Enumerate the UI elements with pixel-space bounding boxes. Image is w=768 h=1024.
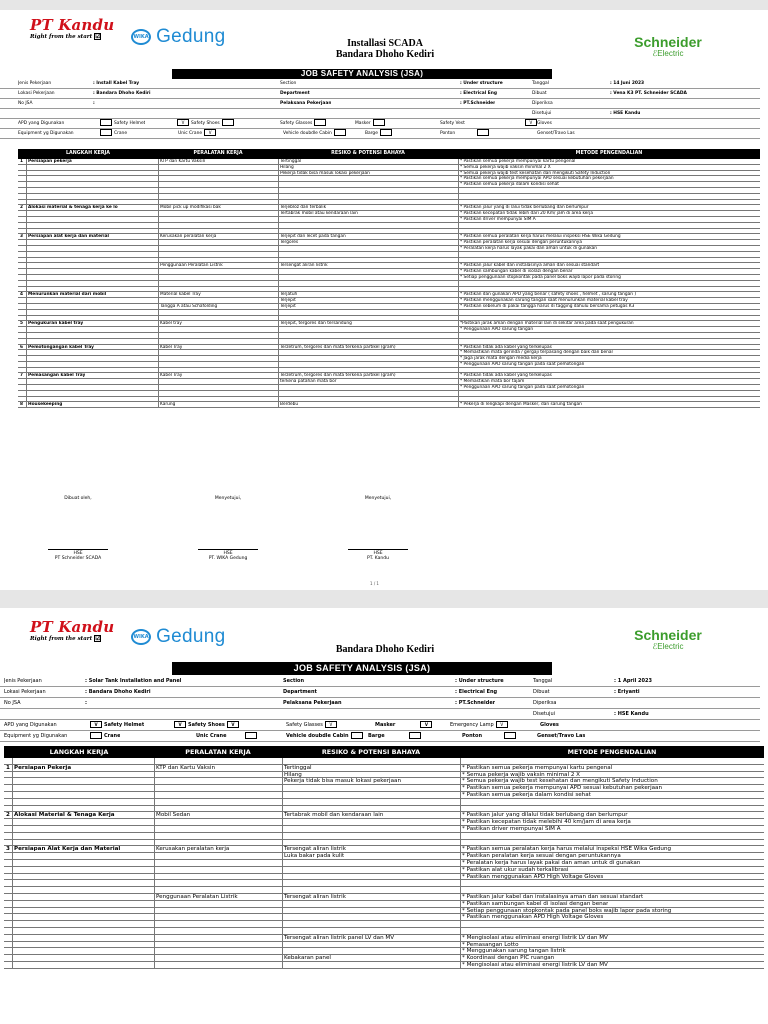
jsa-title-band: [22, 662, 760, 675]
control-cell: * Semua pekerja wajib vaksin minimal 2 X: [462, 771, 580, 778]
table-row: [4, 799, 764, 806]
risk-cell: Pekerja tidak bisa masuk lokasi pekerjaan: [284, 778, 401, 785]
table-body: [18, 159, 760, 408]
table-row: [4, 792, 764, 799]
control-cell: * Pastikan jalur kabel dan instalasinya aman dan sesuai standart: [460, 263, 600, 269]
column-divider: [278, 159, 279, 408]
control-cell: * Pastikan semua peralatan kerja harus melalui inspeksi HSE Wika Gedung: [460, 234, 621, 240]
control-cell: * Memastikan mata gerinda / gergaji terpasang dengan baik dan benar: [460, 350, 614, 356]
step-number: 3: [6, 846, 10, 853]
control-cell: * Pastikan semua pekerja dalam kondisi sehat: [462, 791, 591, 798]
control-cell: * Pastikan jalur yang dilalui tidak berlubang dan berlumpur: [462, 812, 628, 819]
control-cell: * Pastikan semua pekerja mempunyai APD sesuai kebutuhan pekerjaan: [462, 785, 663, 792]
column-divider: [26, 159, 27, 408]
control-cell: * Pastikan semua pekerja mempunyai kartu pengenal: [462, 764, 613, 771]
column-divider: [12, 758, 13, 969]
checkbox[interactable]: V: [174, 721, 186, 728]
document-title: Installasi SCADA Bandara Dhoho Kediri: [335, 38, 435, 60]
table-row: [4, 812, 764, 819]
signature-block: [18, 496, 760, 576]
kandu-logo: [30, 618, 115, 642]
control-cell: * Jaga jarak mata dengan media kerja: [460, 356, 542, 362]
signature-wika: Menyetujui, HSE PT. WIKA Gedung: [168, 496, 288, 561]
jsa-title: JOB SAFETY ANALYSIS (JSA): [172, 69, 552, 79]
risk-cell: Tergores: [280, 240, 299, 246]
control-cell: * Pastikan menggunakan APD High Voltage Gloves: [462, 914, 604, 921]
jsa-title: JOB SAFETY ANALYSIS (JSA): [172, 662, 552, 675]
table-row: [4, 935, 764, 942]
checkbox[interactable]: V: [177, 119, 189, 126]
checkbox[interactable]: [100, 119, 112, 126]
table-row: [4, 826, 764, 833]
risk-cell: Luka bakar pada kulit: [284, 853, 345, 860]
step-cell: Alokasi Material & Tenaga Kerja: [14, 812, 115, 819]
table-row: [4, 833, 764, 840]
control-cell: * Mengisolasi atau eliminasi energi listrik LV dan MV: [462, 934, 608, 941]
table-row: [4, 853, 764, 860]
checkbox[interactable]: [222, 119, 234, 126]
table-row: [4, 942, 764, 949]
step-number: 2: [6, 812, 10, 819]
checkbox[interactable]: [90, 732, 102, 739]
info-row: Disetujui : HSE Kandu: [0, 109, 760, 119]
page-number: 1 / 1: [370, 581, 379, 586]
control-cell: * Pastikan jalur yang di lalui tidak berlubang dan berlumpur: [460, 205, 589, 211]
table-row: [4, 819, 764, 826]
leaf-icon: ℰ: [652, 642, 658, 651]
schneider-logo: Schneider ℰElectric: [634, 627, 702, 651]
risk-cell: Tersengat aliran listrik: [284, 846, 346, 853]
step-number: 8: [20, 402, 23, 408]
checkbox[interactable]: V: [204, 129, 216, 136]
risk-cell: terkena patahan mata bor: [280, 379, 337, 385]
risk-cell: Hilang: [280, 164, 294, 170]
risk-cell: Terjebloz dan terbalik: [280, 205, 327, 211]
step-number: 1: [6, 764, 10, 771]
control-cell: * Pastikan semua pekerja mempunyai kartu pengenal: [460, 159, 576, 164]
step-cell: Persiapan Pekerja: [14, 764, 72, 771]
kandu-tagline: Right from the start ☑: [30, 635, 101, 642]
step-number: 5: [20, 321, 23, 327]
control-cell: * Pastikan driver mempunyai SIM A: [462, 825, 561, 832]
info-row: No JSA : Pelaksana Pekerjaan : PT.Schneider Diperiksa: [0, 99, 760, 109]
checkbox[interactable]: [351, 732, 363, 739]
ppe-row: APD yang Digunakan V Safety Helmet V Safety Shoes V Safety Glasses V Masker V Emergency Lamp V Gloves: [0, 720, 760, 731]
checkbox[interactable]: [334, 129, 346, 136]
table-row: [4, 880, 764, 887]
risk-cell: Terjepit, tergores dan tersandung: [280, 321, 352, 327]
tool-cell: Kerusakan peralatan kerja: [156, 846, 230, 853]
table-row: [4, 806, 764, 813]
risk-cell: Terjepit dan lecet pada tangan: [280, 234, 346, 240]
tool-cell: Karung: [160, 402, 176, 408]
tool-cell: Kabel Tray: [160, 373, 183, 379]
wika-gedung-logo: WIKA Gedung: [131, 26, 226, 48]
jsa-table: [18, 149, 760, 408]
column-divider: [282, 758, 283, 969]
document-title: Bandara Dhoho Kediri: [335, 644, 435, 655]
control-cell: *Pastikan jarak aman dengan material lain di sekitar area pada saat pengukuran: [460, 321, 634, 327]
info-row: Lokasi Pekerjaan : Bandara Dhoho Kediri Department : Electrical Eng Dibuat : Eriyanti: [0, 687, 760, 698]
checkbox[interactable]: [245, 732, 257, 739]
control-cell: * Menggunakan sarung tangan listrik: [462, 948, 566, 955]
checkbox[interactable]: [373, 119, 385, 126]
step-number: 1: [20, 159, 23, 164]
check-icon: ☑: [95, 33, 101, 40]
table-header: LANGKAH KERJA PERALATAN KERJA RESIKO & POTENSI BAHAYA METODE PENGENDALIAN: [4, 746, 764, 758]
control-cell: * Pastikan semua pekerja mempunyai APD sesuai kebutuhan pekerjaan: [460, 176, 614, 182]
risk-cell: Terzetrum, tergores dan mata terkena partikel (gram): [280, 373, 396, 379]
kandu-logo-text: PT Kandu: [30, 618, 115, 636]
risk-cell: Hilang: [284, 771, 302, 778]
tool-cell: Tangga A atau Schafolding: [160, 303, 218, 309]
risk-cell: Berdebu: [280, 402, 299, 408]
info-row: Lokasi Pekerjaan : Bandara Dhoho Kediri Department : Electrical Eng Dibuat : Vena K3 PT. Schneider SCADA: [0, 89, 760, 99]
wika-gedung-logo: WIKA Gedung: [131, 626, 226, 648]
info-row: Disetujui : HSE Kandu: [0, 709, 760, 720]
table-row: [4, 948, 764, 955]
tool-cell: Penggunaan Peralatan Listrik: [156, 893, 238, 900]
control-cell: * Mengisolasi atau eliminasi energi listrik LV dan MV: [462, 961, 608, 968]
tool-cell: Mobil pick up modifikasi bak: [160, 205, 221, 211]
risk-cell: Kebakaran panel: [284, 955, 331, 962]
step-cell: Persiapan pekerja: [28, 159, 72, 164]
table-row: [4, 908, 764, 915]
control-cell: * Pastikan kecepatan tidak melebihi 40 km/jam di area kerja: [462, 819, 631, 826]
equipment-row: Equipment yg Digunakan Crane Unic Crane Vehicle doubdle Cabin Barge Ponton Genset/Travo Las: [0, 731, 760, 742]
control-cell: * Penggunaan APD sarung tangan pada saat pemotongan: [460, 361, 585, 367]
control-cell: * Pastikan menggunakan APD High Voltage Gloves: [462, 873, 604, 880]
checkbox[interactable]: [504, 732, 516, 739]
tool-cell: KTP dan Kartu Vaksin: [156, 764, 215, 771]
table-row: [18, 402, 760, 408]
checkbox[interactable]: V: [90, 721, 102, 728]
control-cell: * Pastikan driver mempunyai SIM A: [460, 216, 536, 222]
control-cell: * Semua pekerja wajib test kesehatan dan mengikuti Safety Induction: [460, 170, 611, 176]
leaf-icon: ℰ: [652, 49, 658, 58]
table-row: [4, 955, 764, 962]
kandu-tagline: Right from the start ☑: [30, 33, 101, 40]
table-row: [4, 765, 764, 772]
table-row: [4, 894, 764, 901]
checkbox[interactable]: V: [420, 721, 432, 728]
equipment-row: Equipment yg Digunakan Crane Unic Crane V Vehicle doubdle Cabin Barge Ponton Genset/Travo Las: [0, 129, 760, 139]
checkbox[interactable]: V: [227, 721, 239, 728]
step-cell: Housekeeping: [28, 402, 63, 408]
control-cell: * Pastikan kecepatan tidak lebih dari 20 Km/ jam di area kerja: [460, 211, 594, 217]
info-row: Jenis Pekerjaan : Solar Tank Installation and Panel Section : Under structure Tanggal : 1 April 2023: [0, 676, 760, 687]
tool-cell: Kabel Tray: [160, 344, 183, 350]
risk-cell: Tersengat aliran listrik: [284, 893, 346, 900]
wika-icon: WIKA: [131, 629, 151, 645]
control-cell: * Penggunaan APD sarung tangan pada saat pemotongan: [460, 385, 585, 391]
table-row: [4, 778, 764, 785]
table-row: [4, 846, 764, 853]
control-cell: * Peralatan kerja harus layak pakai dan aman untuk di gunakan: [462, 859, 641, 866]
step-cell: Menurunkan material dari mobil: [28, 292, 107, 298]
step-cell: Persiapan Alat Kerja dan Material: [14, 846, 121, 853]
control-cell: * Koordinasi dengan PIC ruangan: [462, 955, 555, 962]
checkbox[interactable]: V: [525, 119, 537, 126]
table-row: [4, 758, 764, 765]
signature-schneider: Dibuat oleh, HSE PT Schneider SCADA: [18, 496, 138, 561]
control-cell: * Penggunaan APD sarung tangan: [460, 327, 534, 333]
tool-cell: Penggunaan Peralatan Listrik: [160, 263, 223, 269]
checkbox[interactable]: [380, 129, 392, 136]
control-cell: * Pastikan peralatan kerja sesuai dengan peruntukannya: [462, 853, 621, 860]
table-row: [4, 921, 764, 928]
tool-cell: Kabel tray: [160, 321, 182, 327]
checkbox[interactable]: [477, 129, 489, 136]
risk-cell: Terjatuh: [280, 292, 298, 298]
signature-kandu: Menyetujui, HSE PT. Kandu: [318, 496, 438, 561]
column-divider: [458, 159, 459, 408]
control-cell: * Pastikan semua peralatan kerja harus melalui inspeksi HSE Wika Gedung: [462, 846, 672, 853]
info-row: Jenis Pekerjaan : Install Kabel Tray Section : Under structure Tanggal : 14 Juni 2023: [0, 79, 760, 89]
step-number: 2: [20, 205, 23, 211]
job-info-table: [0, 79, 760, 139]
wika-icon: WIKA: [131, 29, 151, 45]
risk-cell: Tersengat aliran listrik panel LV dan MV: [284, 934, 395, 941]
check-icon: ☑: [95, 635, 101, 642]
tool-cell: Material kabel Tray: [160, 292, 201, 298]
step-number: 7: [20, 373, 23, 379]
info-row: No JSA : Pelaksana Pekerjaan : PT.Schneider Diperiksa: [0, 698, 760, 709]
control-cell: * Pastikan sebelum di pakai tangga harus di tagging dahulu bersama petugas K3: [460, 303, 635, 309]
risk-cell: Tersengat aliran listrik: [280, 263, 328, 269]
table-row: [4, 840, 764, 847]
tool-cell: Kerusakan peralatan kerja: [160, 234, 217, 240]
jsa-page-1: [0, 10, 768, 590]
step-number: 3: [20, 234, 23, 240]
control-cell: * Pekerja di lengkapi dengan Masker, dan sarung tangan: [460, 402, 582, 408]
table-row: [4, 887, 764, 894]
control-cell: * Pastikan jalur kabel dan instalasinya aman dan sesuai standart: [462, 893, 644, 900]
control-cell: * Pastikan peralatan kerja sesuai dengan peruntukannya: [460, 240, 582, 246]
risk-cell: Terzetrum, tergores dan mata terkena partikel (gram): [280, 344, 396, 350]
control-cell: * Pastikan tidak ada kabel yang terkelupas: [460, 344, 552, 350]
control-cell: * Pastikan menggunakan sarung tangan saat menurunkan material kabel tray: [460, 298, 628, 304]
control-cell: * Memastikan mata bor tajam: [460, 379, 525, 385]
control-cell: * Semua pekerja wajib vaksin minimal 2 X: [460, 164, 551, 170]
table-row: [4, 772, 764, 779]
ppe-row: APD yang Digunakan Safety Helmet V Safety Shoes Safety Glasses Masker Safety Vest V Gloves: [0, 119, 760, 129]
checkbox[interactable]: [100, 129, 112, 136]
schneider-logo: Schneider ℰElectric: [634, 34, 702, 58]
page-header: [0, 10, 768, 58]
table-row: [4, 962, 764, 969]
checkbox[interactable]: V: [496, 721, 508, 728]
control-cell: * Pastikan sambungan kabel di isolazi dengan benar: [460, 269, 573, 275]
job-info-table: [0, 676, 760, 742]
table-row: [4, 874, 764, 881]
tool-cell: Mobil Sedan: [156, 812, 191, 819]
risk-cell: Pekerja tidak bisa masuk lokasi pekerjaan: [280, 170, 370, 176]
risk-cell: Tertabrak mobil dan kendaraan lain: [284, 812, 384, 819]
checkbox[interactable]: [314, 119, 326, 126]
step-number: 4: [20, 292, 23, 298]
step-cell: Persiapan alat kerja dan material: [28, 234, 109, 240]
jsa-table: [4, 746, 764, 969]
kandu-logo-text: PT Kandu: [30, 16, 115, 34]
risk-cell: Tertinggal: [284, 764, 312, 771]
checkbox[interactable]: V: [325, 721, 337, 728]
jsa-title-band: [22, 69, 760, 79]
risk-cell: Tertabrak mobil atau kendaraan lain: [280, 211, 358, 217]
control-cell: * Pastikan dan gunakan APD yang benar ( safety shoes , helmet , sarung tangan ): [460, 292, 636, 298]
risk-cell: Terjepit: [280, 298, 296, 304]
table-row: [4, 860, 764, 867]
table-row: [4, 785, 764, 792]
control-cell: * Pastikan alat ukur sudah terkalibrasi: [462, 866, 569, 873]
step-cell: Pemotongangan kabel Tray: [28, 344, 94, 350]
control-cell: * Pastikan tidak ada kabel yang terkelupas: [460, 373, 552, 379]
column-divider: [154, 758, 155, 969]
control-cell: * Pemasangan Lotto: [462, 941, 519, 948]
page-header: [0, 608, 768, 656]
table-row: [4, 867, 764, 874]
table-row: [4, 901, 764, 908]
table-header: LANGKAH KERJA PERALATAN KERJA RESIKO & POTENSI BAHAYA METODE PENGENDALIAN: [18, 149, 760, 159]
step-cell: Alokasi material & tenaga kerja ke lo: [28, 205, 118, 211]
risk-cell: Terjepit: [280, 303, 296, 309]
step-cell: Pemasangan kabel Tray: [28, 373, 86, 379]
step-number: 6: [20, 344, 23, 350]
jsa-page-2: [0, 608, 768, 1024]
column-divider: [460, 758, 461, 969]
control-cell: * Peralatan kerja harus layak pakai dan aman untuk di gunakan: [460, 245, 598, 251]
risk-cell: Tertinggal: [280, 159, 302, 164]
kandu-logo: [30, 16, 115, 40]
control-cell: * Setiap penggunaan stopkontak pada panel boks wajib lapor pada storing: [460, 274, 621, 280]
control-cell: * Pastikan sambungan kabel di isolasi dengan benar: [462, 900, 609, 907]
column-divider: [158, 159, 159, 408]
table-body: [4, 758, 764, 969]
control-cell: * Semua pekerja wajib test kesehatan dan mengikuti Safety Induction: [462, 778, 658, 785]
checkbox[interactable]: [409, 732, 421, 739]
step-cell: Pengukuran kabel tray: [28, 321, 84, 327]
table-row: [4, 914, 764, 921]
table-row: [4, 928, 764, 935]
control-cell: * Pastikan semua pekerja dalam kondisi sehat: [460, 182, 559, 188]
control-cell: * Setiap penggunaan stopkontak pada panel boks wajib lapor pada storing: [462, 907, 672, 914]
tool-cell: KTP dan Kartu Vaksin: [160, 159, 206, 164]
